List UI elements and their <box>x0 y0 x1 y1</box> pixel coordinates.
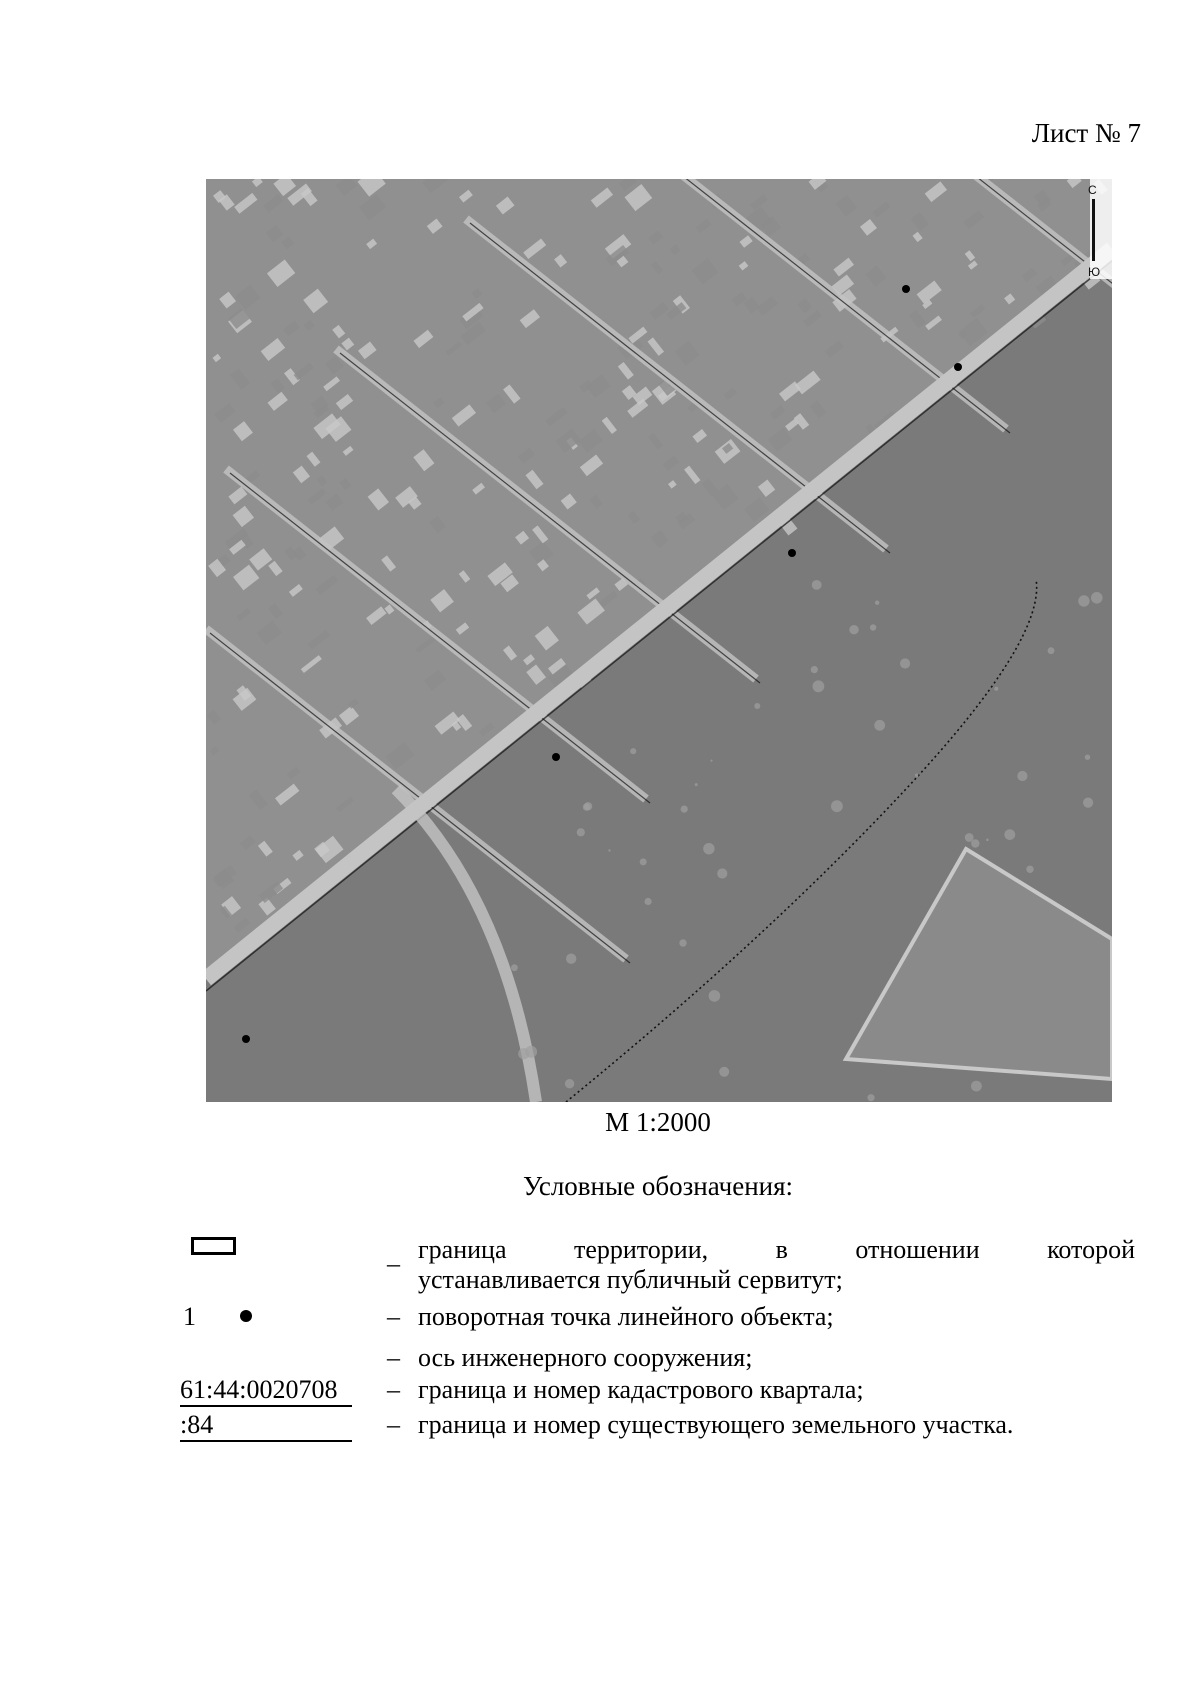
terrain-patch <box>986 839 989 842</box>
terrain-patch <box>813 680 825 692</box>
terrain-patch <box>1085 755 1090 760</box>
legend-dash: – <box>387 1249 400 1278</box>
legend-text: граница территории, в отношении которой <box>418 1235 1135 1264</box>
legend-dash: – <box>387 1302 400 1331</box>
cadastral-quarter-symbol: 61:44:0020708 <box>180 1375 352 1407</box>
terrain-patch <box>812 580 822 590</box>
terrain-patch <box>577 828 585 836</box>
turning-point <box>788 549 796 557</box>
terrain-patch <box>971 839 979 847</box>
terrain-patch <box>900 658 910 668</box>
turning-point <box>242 1035 250 1043</box>
terrain-patch <box>875 601 879 605</box>
legend-item-turning-point <box>180 1302 1135 1332</box>
terrain-patch <box>703 843 714 854</box>
terrain-patch <box>1083 798 1093 808</box>
terrain-patch <box>1026 866 1033 873</box>
terrain-patch <box>640 858 647 865</box>
terrain-patch <box>565 1079 574 1088</box>
terrain-patch <box>717 868 727 878</box>
terrain-patch <box>681 806 688 813</box>
terrain-patch <box>511 964 518 971</box>
legend-item-cadastral-quarter <box>180 1375 1135 1407</box>
land-plot-symbol: :84 <box>180 1410 352 1442</box>
terrain-patch <box>874 720 885 731</box>
terrain-patch <box>994 687 998 691</box>
legend-title: Условные обозначения: <box>522 1171 794 1201</box>
terrain-patch <box>915 774 918 777</box>
legend-text: граница и номер существующего земельного участка. <box>418 1410 1014 1439</box>
legend-text-continued: устанавливается публичный сервитут; <box>418 1265 843 1294</box>
terrain-patch <box>1078 595 1089 606</box>
map-image <box>206 179 1112 1102</box>
legend-dash: – <box>387 1410 400 1439</box>
terrain-patch <box>630 748 636 754</box>
north-arrow <box>1084 183 1104 279</box>
sheet-number: Лист № 7 <box>1031 118 1141 148</box>
aerial-map <box>206 179 1112 1102</box>
terrain-patch <box>811 666 818 673</box>
terrain-patch <box>971 1081 982 1092</box>
compass-needle <box>1092 199 1095 261</box>
legend-item-servitude-boundary <box>180 1235 1135 1297</box>
terrain-patch <box>965 833 974 842</box>
terrain-patch <box>870 624 876 630</box>
turning-point <box>552 753 560 761</box>
terrain-patch <box>754 703 760 709</box>
terrain-patch <box>1048 647 1055 654</box>
legend-dash: – <box>387 1375 400 1404</box>
terrain-patch <box>1004 829 1015 840</box>
turning-point <box>902 285 910 293</box>
boundary-rectangle-icon <box>191 1237 236 1255</box>
terrain-patch <box>645 898 652 905</box>
terrain-patch <box>1017 771 1027 781</box>
point-number-symbol: 1 <box>183 1302 196 1331</box>
terrain-patch <box>1091 592 1103 604</box>
terrain-patch <box>518 1048 529 1059</box>
compass-south-label: Ю <box>1088 265 1101 279</box>
terrain-patch <box>719 1067 729 1077</box>
turning-point <box>954 363 962 371</box>
compass-north-label: С <box>1088 183 1097 197</box>
terrain-patch <box>584 802 592 810</box>
legend-text: поворотная точка линейного объекта; <box>418 1302 834 1331</box>
terrain-patch <box>709 990 721 1002</box>
terrain-patch <box>867 1094 874 1101</box>
turning-point-dot-icon <box>240 1310 252 1322</box>
legend-item-land-plot <box>180 1410 1135 1442</box>
terrain-patch <box>710 760 712 762</box>
terrain-patch <box>849 625 858 634</box>
legend-text: граница и номер кадастрового квартала; <box>418 1375 864 1404</box>
terrain-patch <box>831 800 843 812</box>
terrain-patch <box>695 783 698 786</box>
terrain-patch <box>566 954 576 964</box>
legend-dash: – <box>387 1343 400 1372</box>
legend-text: ось инженерного сооружения; <box>418 1343 753 1372</box>
map-scale: М 1:2000 <box>605 1107 711 1137</box>
terrain-patch <box>679 939 686 946</box>
legend-item-structure-axis <box>180 1343 1135 1373</box>
terrain-patch <box>608 849 610 851</box>
